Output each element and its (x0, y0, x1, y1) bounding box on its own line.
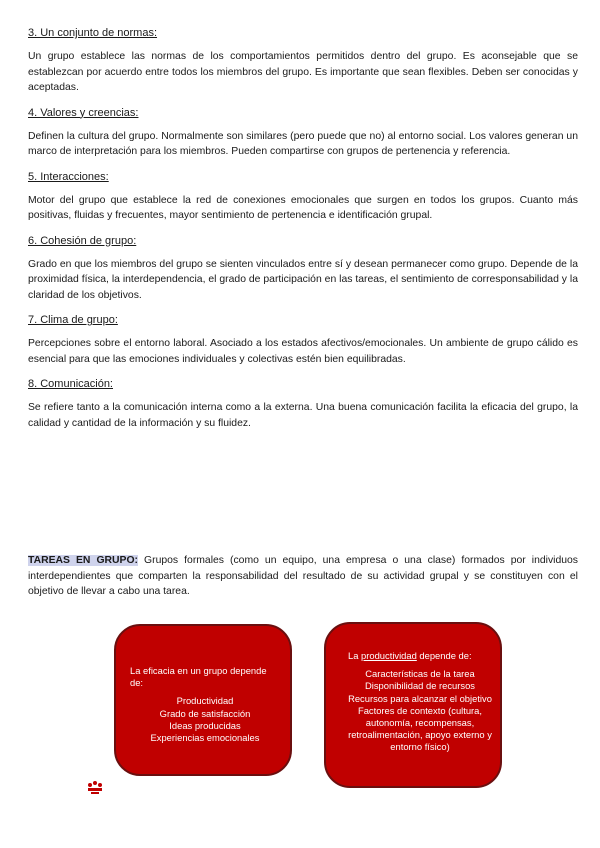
list-item: Recursos para alcanzar el objetivo Factores de contexto (cultura, autonomía, recompensas, retroalimentación, apoyo externo y entorno físico) (348, 692, 492, 753)
section-comunicacion (28, 377, 578, 431)
list-item: Productividad (176, 695, 234, 707)
list-item: Ideas producidas (169, 719, 241, 731)
list-item: Disponibilidad de recursos (365, 680, 475, 692)
lead-term: productividad (361, 650, 417, 661)
section-valores (28, 106, 578, 160)
section-text: Definen la cultura del grupo. Normalmente son similares (pero puede que no) al entorno social. Los valores generan un marco de interpretación para los miembros. Pueden compartirse con grupos de pertenencia y referencia. (28, 130, 578, 157)
eficacia-list (130, 695, 280, 744)
section-text: Se refiere tanto a la comunicación interna como a la externa. Una buena comunicación facilita la eficacia del grupo, la calidad y cantidad de la información y su fluidez. (28, 402, 578, 429)
section-title: 5. Interacciones: (28, 170, 109, 183)
lead-prefix: La (348, 650, 362, 661)
section-title: 6. Cohesión de grupo: (28, 234, 137, 247)
section-text: Motor del grupo que establece la red de conexiones emocionales que surgen en todos los grupos. Cuanto más positivas, fluidas y frecuentes, mayor sentimiento de pertenencia e identificación grupal. (28, 194, 578, 221)
section-text: Un grupo establece las normas de los comportamientos permitidos dentro del grupo. Es aconsejable que se establezcan por acuerdo entre todos los miembros del grupo. Es importante que sean flexibles. Deben ser conocidas y aceptadas. (28, 51, 578, 93)
productividad-list (348, 668, 492, 753)
lead-suffix: depende de: (416, 650, 472, 661)
document-body (28, 26, 578, 441)
tareas-paragraph (28, 553, 578, 600)
productividad-box (324, 622, 502, 788)
section-text: Percepciones sobre el entorno laboral. Asociado a los estados afectivos/emocionales. Un ambiente de grupo cálido es esencial para que las emociones individuales y colectivas estén bien equilibradas. (28, 338, 578, 365)
eficacia-box (114, 624, 292, 776)
section-title: 8. Comunicación: (28, 378, 113, 390)
tareas-text: Grupos formales (como un equipo, una empresa o una clase) formados por individuos interdependientes que comparten la responsabilidad del resultado de su actividad grupal y se constituyen con el objetivo de llevar a cabo una tarea. (28, 555, 578, 597)
tareas-label: TAREAS EN GRUPO: (28, 555, 139, 566)
list-item: Experiencias emocionales (150, 732, 260, 744)
list-item: Características de la tarea (365, 668, 475, 680)
section-title: 3. Un conjunto de normas: (28, 27, 158, 39)
section-title: 4. Valores y creencias: (28, 106, 139, 119)
section-cohesion (28, 234, 578, 304)
section-interacciones (28, 170, 578, 224)
section-title: 7. Clima de grupo: (28, 314, 118, 326)
section-text: Grado en que los miembros del grupo se sienten vinculados entre sí y desean permanecer como grupo. Depende de la proximidad física, la interdependencia, el grado de participación en las tareas, el sentimiento de corresponsabilidad y la claridad de los objetivos. (28, 258, 578, 301)
eficacia-lead: La eficacia en un grupo depende de: (130, 665, 267, 689)
productividad-lead (348, 650, 492, 662)
section-clima (28, 313, 578, 367)
crown-icon (86, 780, 104, 796)
list-item: Grado de satisfacción (159, 707, 251, 719)
section-normas (28, 26, 578, 96)
